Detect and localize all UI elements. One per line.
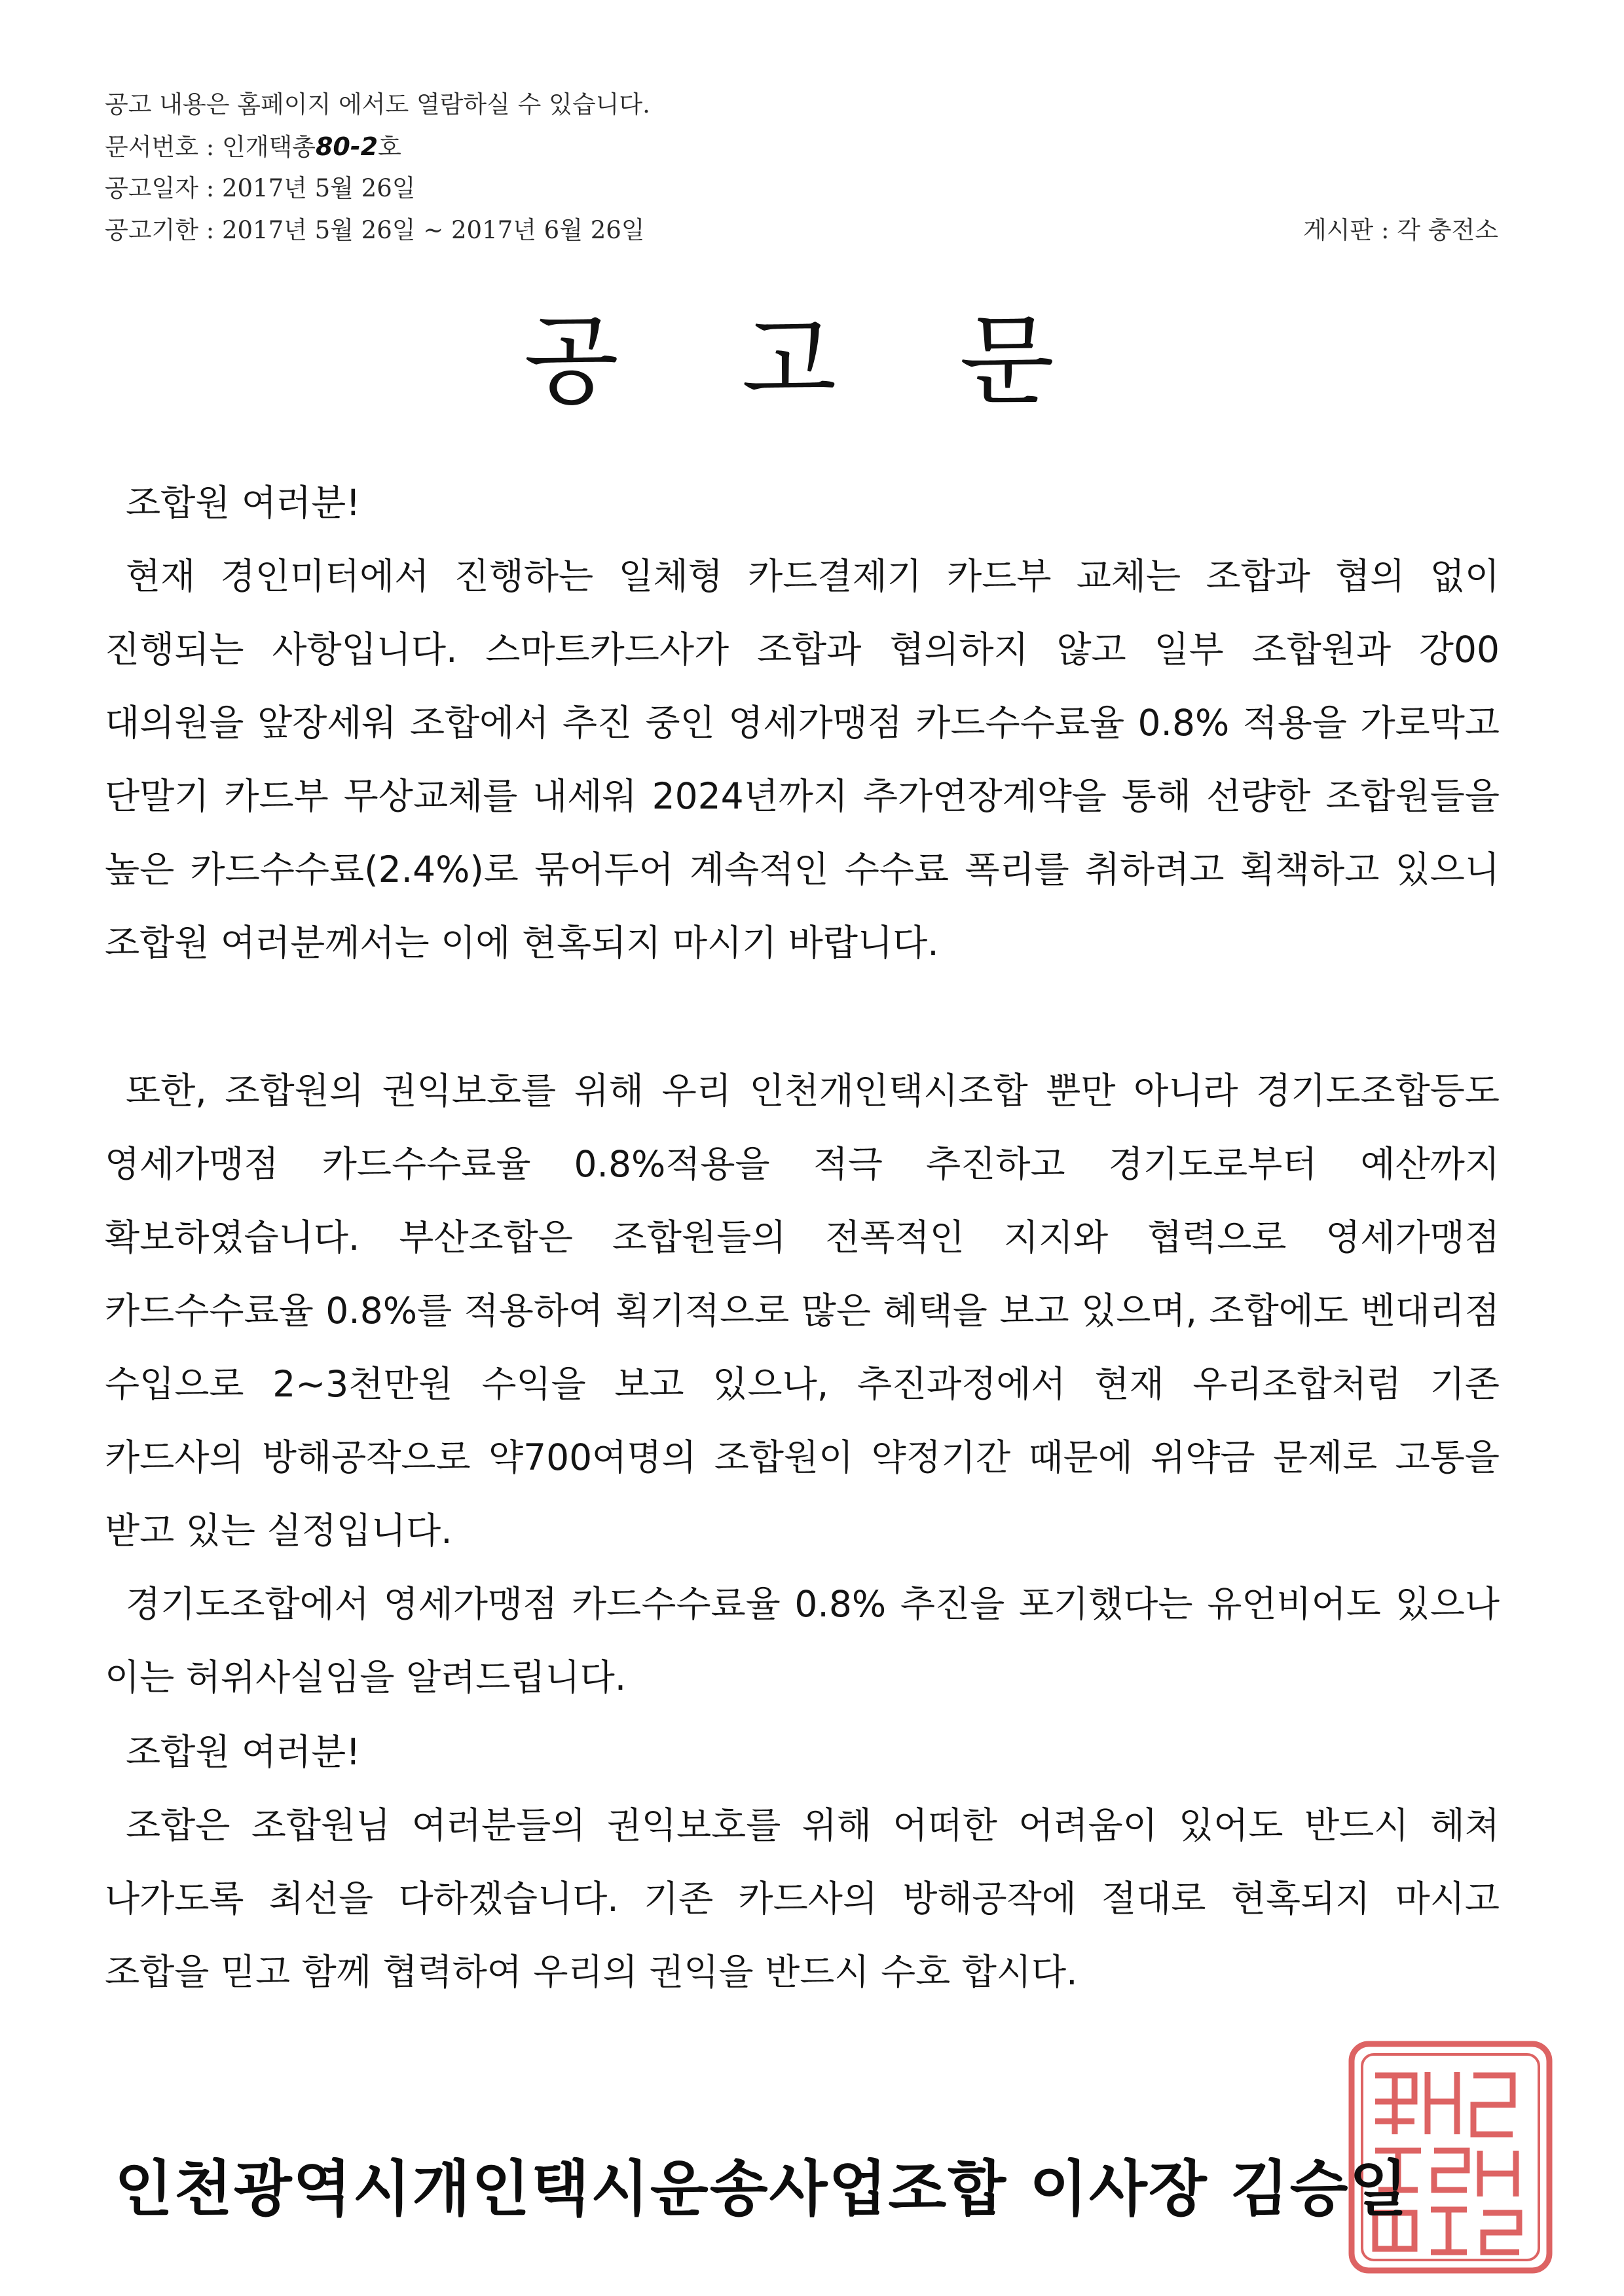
bulletin-board: 게시판 : 각 충전소	[1303, 216, 1498, 244]
paragraph: 조합은 조합원님 여러분들의 권익보호를 위해 어떠한 어려움이 있어도 반드시 헤쳐 나가도록 최선을 다하겠습니다. 기존 카드사의 방해공작에 절대로 현혹되지 마시고 조합을 믿고 함께 협력하여 우리의 권익을 반드시 수호 합시다.	[105, 1804, 1500, 1993]
paragraph: 또한, 조합원의 권익보호를 위해 우리 인천개인택시조합 뿐만 아니라 경기도조합등도 영세가맹점 카드수수료율 0.8%적용을 적극 추진하고 경기도로부터 예산까지 확보하였습니다. 부산조합은 조합원들의 전폭적인 지지와 협력으로 영세가맹점 카드수수료율 0.8%를 적용하여 획기적으로 많은 혜택을 보고 있으며, 조합에도 벤대리점 수입으로 2~3천만원 수익을 보고 있으나, 추진과정에서 현재 우리조합처럼 기존 카드사의 방해공작으로 약700여명의 조합원이 약정기간 때문에 위약금 문제로 고통을 받고 있는 실정입니다.	[105, 1070, 1500, 1552]
homepage-note: 공고 내용은 홈페이지 에서도 열람하실 수 있습니다.	[105, 90, 650, 118]
notice-body-block-2	[105, 1054, 1500, 1714]
salutation: 조합원 여러분!	[126, 1731, 361, 1773]
paragraph: 현재 경인미터에서 진행하는 일체형 카드결제기 카드부 교체는 조합과 협의 없이 진행되는 사항입니다. 스마트카드사가 조합과 협의하지 않고 일부 조합원과 강00 대의원을 앞장세워 조합에서 추진 중인 영세가맹점 카드수수료율 0.8% 적용을 가로막고 단말기 카드부 무상교체를 내세워 2024년까지 추가연장계약을 통해 선량한 조합원들을 높은 카드수수료(2.4%)로 묶어두어 계속적인 수수료 폭리를 취하려고 획책하고 있으니 조합원 여러분께서는 이에 현혹되지 마시기 바랍니다.	[105, 555, 1500, 964]
notice-date: 공고일자 : 2017년 5월 26일	[105, 174, 416, 202]
paragraph: 경기도조합에서 영세가맹점 카드수수료율 0.8% 추진을 포기했다는 유언비어도 있으나 이는 허위사실임을 알려드립니다.	[105, 1583, 1500, 1698]
notice-period: 공고기한 : 2017년 5월 26일 ~ 2017년 6월 26일	[105, 216, 645, 244]
notice-body-block-1	[105, 466, 1500, 979]
document-number	[105, 126, 650, 168]
header-meta	[105, 84, 650, 251]
document-number-handwritten: 80-2	[315, 132, 378, 161]
page-title: 공 고 문	[523, 304, 1101, 418]
salutation: 조합원 여러분!	[126, 482, 361, 524]
signature: 인천광역시개인택시운송사업조합 이사장 김승일	[115, 2154, 1409, 2224]
document-number-suffix: 호	[378, 133, 401, 161]
document-number-label: 문서번호 : 인개택총	[105, 133, 316, 161]
notice-body-block-3	[105, 1715, 1500, 2009]
